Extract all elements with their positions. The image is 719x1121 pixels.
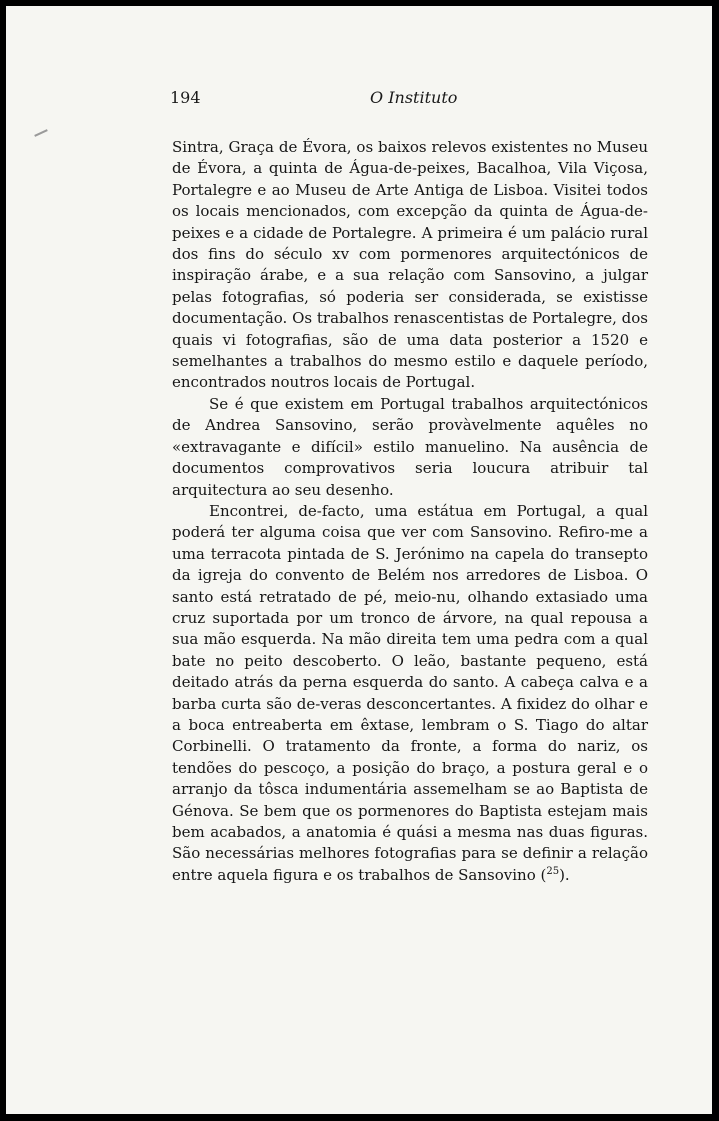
paragraph-3-text: Encontrei, de-facto, uma estátua em Portugal, a qual poderá ter alguma coisa que ver com Sansovino. Refiro-me a uma terracota pintada de S. Jerónimo na capela do transepto da igreja do convento de Belém nos arredores de Lisboa. O santo está retratado de pé, meio-nu, olhando extasiado uma cruz suportada por um tronco de árvore, na qual repousa a sua mão esquerda. Na mão direita tem uma pedra com a qual bate no peito descoberto. O leão, bastante pequeno, está deitado atrás da perna esquerda do santo. A cabeça calva e a barba curta são de-veras desconcertantes. A fixidez do olhar e a boca entreaberta em êxtase, lembram o S. Tiago do altar Corbinelli. O tratamento da fronte, a forma do nariz, os tendões do pescoço, a posição do braço, a postura geral e o arranjo da tôsca indumentária assemelham se ao Baptista de Génova. Se bem que os pormenores do Baptista estejam mais bem acabados, a anatomia é quási a mesma nas duas figuras. São necessárias melhores fotografias para se definir a relação entre aquela figura e os trabalhos de Sansovino (: [172, 501, 648, 884]
page-header: [170, 88, 648, 116]
paragraph-3: [172, 501, 648, 886]
footnote-reference: 25: [546, 865, 560, 877]
book-page: [6, 6, 712, 1114]
page-number: 194: [170, 88, 201, 107]
scan-artifact-mark: [34, 129, 48, 137]
paragraph-3-end: ).: [559, 865, 570, 884]
paragraph-1: Sintra, Graça de Évora, os baixos relevos existentes no Museu de Évora, a quinta de Água-de-peixes, Bacalhoa, Vila Viçosa, Portalegre e ao Museu de Arte Antiga de Lisboa. Visitei todos os locais mencionados, com excepção da quinta de Água-de-peixes e a cidade de Portalegre. A primeira é um palácio rural dos fins do século xv com pormenores arquitectónicos de inspiração árabe, e a sua relação com Sansovino, a julgar pelas fotografias, só poderia ser considerada, se existisse documentação. Os trabalhos renascentistas de Portalegre, dos quais vi fotografias, são de uma data posterior a 1520 e semelhantes a trabalhos do mesmo estilo e daquele período, encontrados noutros locais de Portugal.: [172, 138, 648, 392]
running-title: O Instituto: [370, 88, 458, 107]
paragraph-2: Se é que existem em Portugal trabalhos arquitectónicos de Andrea Sansovino, serão provàvelmente aquêles no «extravagante e difícil» estilo manuelino. Na ausência de documentos comprovativos seria loucura atribuir tal arquitectura ao seu desenho.: [172, 394, 648, 499]
body-text: [172, 137, 648, 886]
